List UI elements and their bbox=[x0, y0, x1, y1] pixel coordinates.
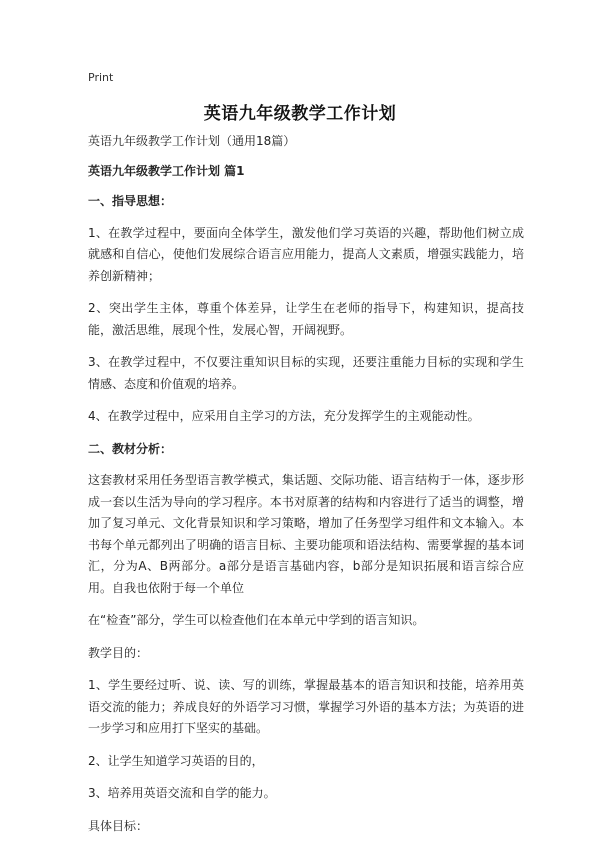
specific-goals-label: 具体目标： bbox=[88, 818, 149, 833]
guiding-item: 2、突出学生主体，尊重个体差异，让学生在老师的指导下，构建知识，提高技能，激活思维，展现个性，发展心智，开阔视野。 bbox=[88, 301, 524, 337]
heading-guiding-ideology: 一、指导思想： bbox=[88, 194, 173, 208]
purpose-item: 3、培养用英语交流和自学的能力。 bbox=[88, 786, 276, 800]
guiding-item: 3、在教学过程中，不仅要注重知识目标的实现，还要注重能力目标的实现和学生情感、态度和价值观的培养。 bbox=[88, 355, 524, 391]
analysis-paragraph: 这套教材采用任务型语言教学模式，集话题、交际功能、语言结构于一体，逐步形成一套以生活为导向的学习程序。本书对原著的结构和内容进行了适当的调整，增加了复习单元、文化背景知识和学习策略，增加了任务型学习组件和文本输入。本书每个单元都列出了明确的语言目标、主要功能项和语法结构、需要掌握的基本词汇，分为A、B两部分。a部分是语言基础内容，b部分是知识拓展和语言综合应用。自我也依附于每一个单位 bbox=[88, 473, 524, 595]
heading-textbook-analysis: 二、教材分析： bbox=[88, 441, 173, 456]
purpose-item: 1、学生要经过听、说、读、写的训练，掌握最基本的语言知识和技能，培养用英语交流的能力；养成良好的外语学习习惯，掌握学习外语的基本方法；为英语的进一步学习和应用打下坚实的基础。 bbox=[88, 678, 524, 735]
document-title: 英语九年级教学工作计划 bbox=[203, 104, 397, 124]
teaching-purpose-label: 教学目的： bbox=[88, 645, 149, 660]
document-body bbox=[88, 131, 524, 848]
check-paragraph: 在“检查”部分，学生可以检查他们在本单元中学到的语言知识。 bbox=[88, 613, 425, 627]
purpose-item: 2、让学生知道学习英语的目的， bbox=[88, 753, 264, 768]
print-label: Print bbox=[88, 71, 114, 84]
guiding-item: 4、在教学过程中，应采用自主学习的方法，充分发挥学生的主观能动性。 bbox=[88, 409, 480, 423]
guiding-item: 1、在教学过程中，要面向全体学生，激发他们学习英语的兴趣，帮助他们树立成就感和自信心，使他们发展综合语言应用能力，提高人文素质，增强实践能力，培养创新精神； bbox=[88, 225, 524, 283]
document-subtitle: 英语九年级教学工作计划（通用18篇） bbox=[88, 134, 296, 148]
section-title: 英语九年级教学工作计划 篇1 bbox=[88, 163, 245, 178]
